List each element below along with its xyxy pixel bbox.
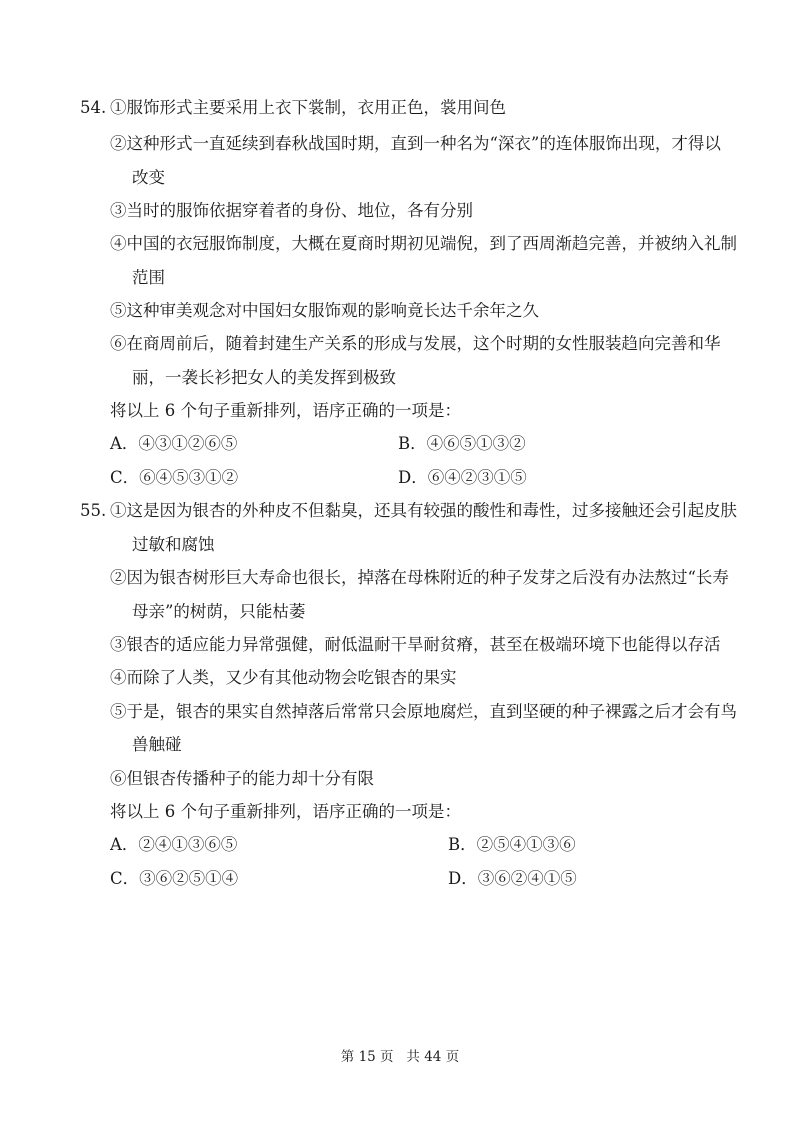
sentence-1: ①这是因为银杏的外种皮不但黏臭，还具有较强的酸性和毒性，过多接触还会引起皮肤 — [110, 501, 737, 520]
sentence-2: ②因为银杏树形巨大寿命也很长，掉落在母株附近的种子发芽之后没有办法熬过“长寿 — [110, 568, 729, 587]
question-prompt: 将以上 6 个句子重新排列，语序正确的一项是： — [110, 802, 461, 821]
sentence-3: ③银杏的适应能力异常强健，耐低温耐干旱耐贫瘠，甚至在极端环境下也能得以存活 — [110, 635, 721, 654]
sentence-2: ②这种形式一直延续到春秋战国时期，直到一种名为“深衣”的连体服饰出现，才得以 — [110, 134, 721, 153]
option-b[interactable]: B．④⑥⑤①③② — [398, 434, 526, 453]
sentence-1: ①服饰形式主要采用上衣下裳制，衣用正色，裳用间色 — [110, 98, 506, 117]
question-number: 54. — [80, 98, 107, 117]
sentence-5: ⑤这种审美观念对中国妇女服饰观的影响竟长达千余年之久 — [110, 301, 539, 320]
sentence-5-cont: 兽触碰 — [132, 735, 182, 754]
sentence-2-cont: 母亲”的树荫，只能枯萎 — [132, 602, 306, 621]
option-a[interactable]: A．④③①②⑥⑤ — [110, 434, 238, 453]
sentence-4: ④中国的衣冠服饰制度，大概在夏商时期初见端倪，到了西周渐趋完善，并被纳入礼制 — [110, 234, 737, 253]
sentence-4: ④而除了人类，又少有其他动物会吃银杏的果实 — [110, 668, 457, 687]
sentence-2-cont: 改变 — [132, 168, 165, 187]
sentence-4-cont: 范围 — [132, 268, 165, 287]
option-d[interactable]: D．⑥④②③①⑤ — [398, 468, 527, 487]
option-b[interactable]: B．②⑤④①③⑥ — [448, 835, 576, 854]
sentence-5: ⑤于是，银杏的果实自然掉落后常常只会原地腐烂，直到坚硬的种子裸露之后才会有鸟 — [110, 702, 737, 721]
sentence-6-cont: 丽，一袭长衫把女人的美发挥到极致 — [132, 368, 396, 387]
sentence-1-cont: 过敏和腐蚀 — [132, 535, 215, 554]
option-a[interactable]: A．②④①③⑥⑤ — [110, 835, 238, 854]
question-number: 55. — [80, 501, 107, 520]
question-prompt: 将以上 6 个句子重新排列，语序正确的一项是： — [110, 401, 461, 420]
option-d[interactable]: D．③⑥②④①⑤ — [448, 869, 577, 888]
sentence-3: ③当时的服饰依据穿着者的身份、地位，各有分别 — [110, 201, 473, 220]
sentence-6: ⑥但银杏传播种子的能力却十分有限 — [110, 769, 374, 788]
page-footer: 第 15 页 共 44 页 — [340, 1049, 460, 1065]
sentence-6: ⑥在商周前后，随着封建生产关系的形成与发展，这个时期的女性服装趋向完善和华 — [110, 334, 721, 353]
option-c[interactable]: C．③⑥②⑤①④ — [110, 869, 239, 888]
option-c[interactable]: C．⑥④⑤③①② — [110, 468, 239, 487]
